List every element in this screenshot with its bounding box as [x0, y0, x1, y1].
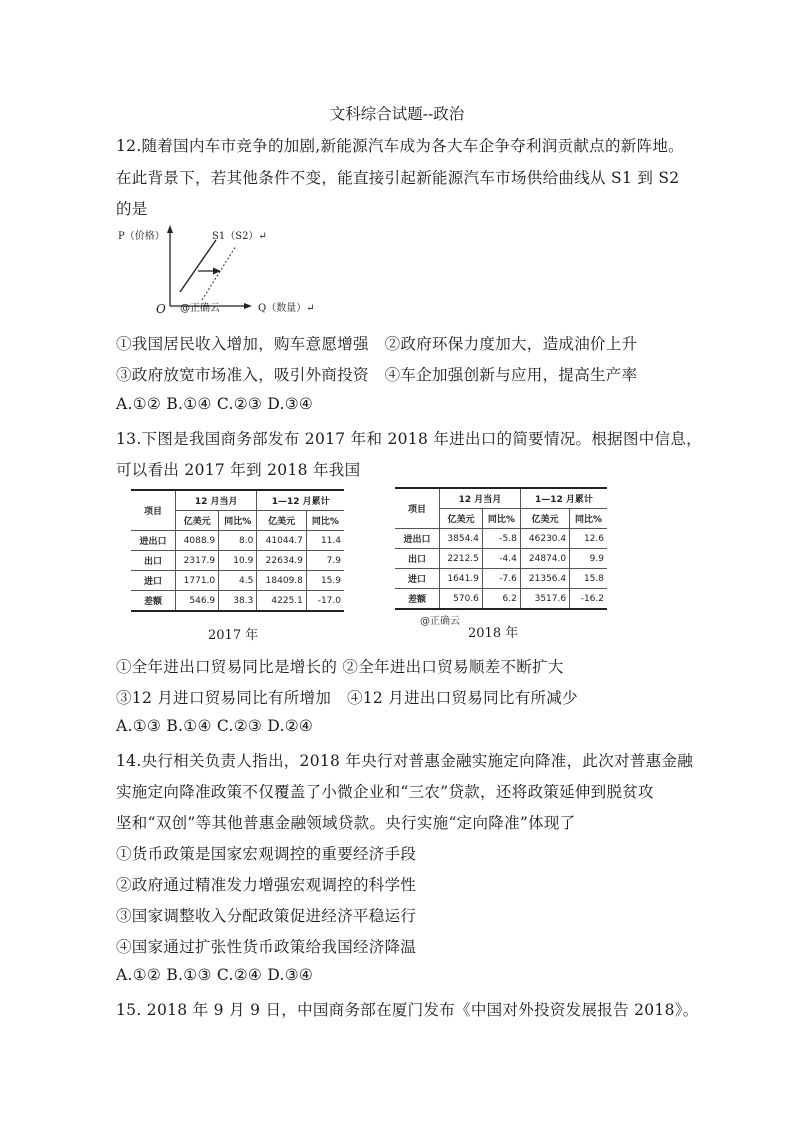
q12-stem-line2: 在此背景下，若其他条件不变，能直接引起新能源汽车市场供给曲线从 S1 到 S2 — [116, 169, 680, 187]
cell: 1641.9 — [440, 569, 483, 589]
cell: 4.5 — [219, 571, 257, 591]
q13-stem-line1: 13.下图是我国商务部发布 2017 年和 2018 年进出口的简要情况。根据图中信息， — [116, 430, 702, 448]
row-label: 出口 — [395, 549, 440, 569]
sub-head: 同比% — [306, 511, 344, 531]
cell: 1771.0 — [176, 571, 219, 591]
y-axis-label: P（价格） — [118, 231, 165, 242]
cell: 38.3 — [219, 591, 257, 612]
q12-stem-line1: 12.随着国内车市竞争的加剧,新能源汽车成为各大车企争夺利润贡献点的新阵地。 — [116, 137, 684, 155]
row-label: 差额 — [131, 591, 176, 612]
row-label: 进口 — [395, 569, 440, 589]
cell: 4088.9 — [176, 531, 219, 551]
watermark: @正确云 — [180, 303, 220, 314]
trade-table-2017 — [131, 489, 344, 612]
q14-stem-line1: 14.央行相关负责人指出，2018 年央行对普惠金融实施定向降准，此次对普惠金融 — [116, 752, 694, 770]
cell: 24874.0 — [520, 549, 569, 569]
q12-options-line2: ③政府放宽市场准入，吸引外商投资 ④车企加强创新与应用，提高生产率 — [116, 366, 638, 384]
sub-head: 同比% — [219, 511, 257, 531]
q14-option-2: ②政府通过精准发力增强宏观调控的科学性 — [116, 876, 417, 894]
table-row — [395, 589, 607, 610]
cell: 22634.9 — [257, 551, 307, 571]
table-row — [131, 591, 344, 612]
head-cum: 1—12 月累计 — [257, 490, 344, 511]
q12-stem-line3: 的是 — [116, 200, 148, 218]
q14-stem-line3: 坚和“双创”等其他普惠金融领域贷款。央行实施“定向降准”体现了 — [116, 814, 576, 832]
cell: 2317.9 — [176, 551, 219, 571]
q14-option-1: ①货币政策是国家宏观调控的重要经济手段 — [116, 845, 417, 863]
x-axis-arrow — [244, 303, 252, 309]
table-row — [131, 571, 344, 591]
q14-choices: A.①② B.①③ C.②④ D.③④ — [116, 966, 314, 984]
row-label: 出口 — [131, 551, 176, 571]
cell: 41044.7 — [257, 531, 307, 551]
cell: -4.4 — [482, 549, 520, 569]
head-month: 12 月当月 — [176, 490, 257, 511]
x-axis-label: Q（数量）↵ — [258, 303, 315, 314]
sub-head: 亿美元 — [257, 511, 307, 531]
cell: 15.8 — [570, 569, 607, 589]
supply-curve-diagram — [116, 222, 346, 318]
s2-curve — [202, 246, 236, 300]
shift-arrow-head — [213, 268, 221, 275]
cell: 3854.4 — [440, 529, 483, 549]
q14-option-4: ④国家通过扩张性货币政策给我国经济降温 — [116, 938, 417, 956]
q12-options-line1: ①我国居民收入增加，购车意愿增强 ②政府环保力度加大，造成油价上升 — [116, 335, 638, 353]
cell: 2212.5 — [440, 549, 483, 569]
head-item: 项目 — [131, 490, 176, 531]
sub-head: 亿美元 — [176, 511, 219, 531]
table-row — [131, 551, 344, 571]
q12-choices: A.①② B.①④ C.②③ D.③④ — [116, 395, 314, 413]
head-month: 12 月当月 — [440, 488, 521, 509]
cell: 3517.6 — [520, 589, 569, 610]
q13-options-line2: ③12 月进口贸易同比有所增加 ④12 月进出口贸易同比有所减少 — [116, 689, 578, 707]
cell: -5.8 — [482, 529, 520, 549]
table-row — [395, 569, 607, 589]
q15-stem-line1: 15. 2018 年 9 月 9 日，中国商务部在厦门发布《中国对外投资发展报告 2018》。 — [116, 1001, 699, 1019]
cell: 9.9 — [570, 549, 607, 569]
cell: -17.0 — [306, 591, 344, 612]
cell: 6.2 — [482, 589, 520, 610]
cell: 10.9 — [219, 551, 257, 571]
row-label: 进出口 — [395, 529, 440, 549]
cell: 8.0 — [219, 531, 257, 551]
q13-options-line1: ①全年进出口贸易同比是增长的 ②全年进出口贸易顺差不断扩大 — [116, 658, 564, 676]
sub-head: 亿美元 — [440, 509, 483, 529]
cell: 570.6 — [440, 589, 483, 610]
cell: 7.9 — [306, 551, 344, 571]
cell: 21356.4 — [520, 569, 569, 589]
cell: -7.6 — [482, 569, 520, 589]
cell: 4225.1 — [257, 591, 307, 612]
y-axis-arrow — [167, 225, 173, 233]
row-label: 进出口 — [131, 531, 176, 551]
row-label: 差额 — [395, 589, 440, 610]
cell: 546.9 — [176, 591, 219, 612]
q14-stem-line2: 实施定向降准政策不仅覆盖了小微企业和“三农”贷款，还将政策延伸到脱贫攻 — [116, 783, 654, 801]
cell: 18409.8 — [257, 571, 307, 591]
caption-2017: 2017 年 — [208, 628, 259, 643]
curve-label: S1（S2）↵ — [212, 231, 267, 242]
sub-head: 同比% — [570, 509, 607, 529]
q13-choices: A.①③ B.①④ C.②③ D.②④ — [116, 717, 314, 735]
cell: 15.9 — [306, 571, 344, 591]
sub-head: 亿美元 — [520, 509, 569, 529]
table-watermark: @正确云 — [420, 616, 460, 627]
s1-curve — [180, 240, 216, 292]
head-cum: 1—12 月累计 — [520, 488, 607, 509]
q14-option-3: ③国家调整收入分配政策促进经济平稳运行 — [116, 907, 417, 925]
trade-table-2018 — [395, 487, 607, 610]
table-row — [131, 531, 344, 551]
q13-stem-line2: 可以看出 2017 年到 2018 年我国 — [116, 461, 361, 479]
cell: 12.6 — [570, 529, 607, 549]
sub-head: 同比% — [482, 509, 520, 529]
cell: 11.4 — [306, 531, 344, 551]
origin-label: O — [156, 302, 166, 316]
cell: -16.2 — [570, 589, 607, 610]
row-label: 进口 — [131, 571, 176, 591]
table-row — [395, 529, 607, 549]
head-item: 项目 — [395, 488, 440, 529]
caption-2018: 2018 年 — [468, 626, 519, 641]
cell: 46230.4 — [520, 529, 569, 549]
page-title: 文科综合试题--政治 — [329, 105, 465, 123]
table-row — [395, 549, 607, 569]
